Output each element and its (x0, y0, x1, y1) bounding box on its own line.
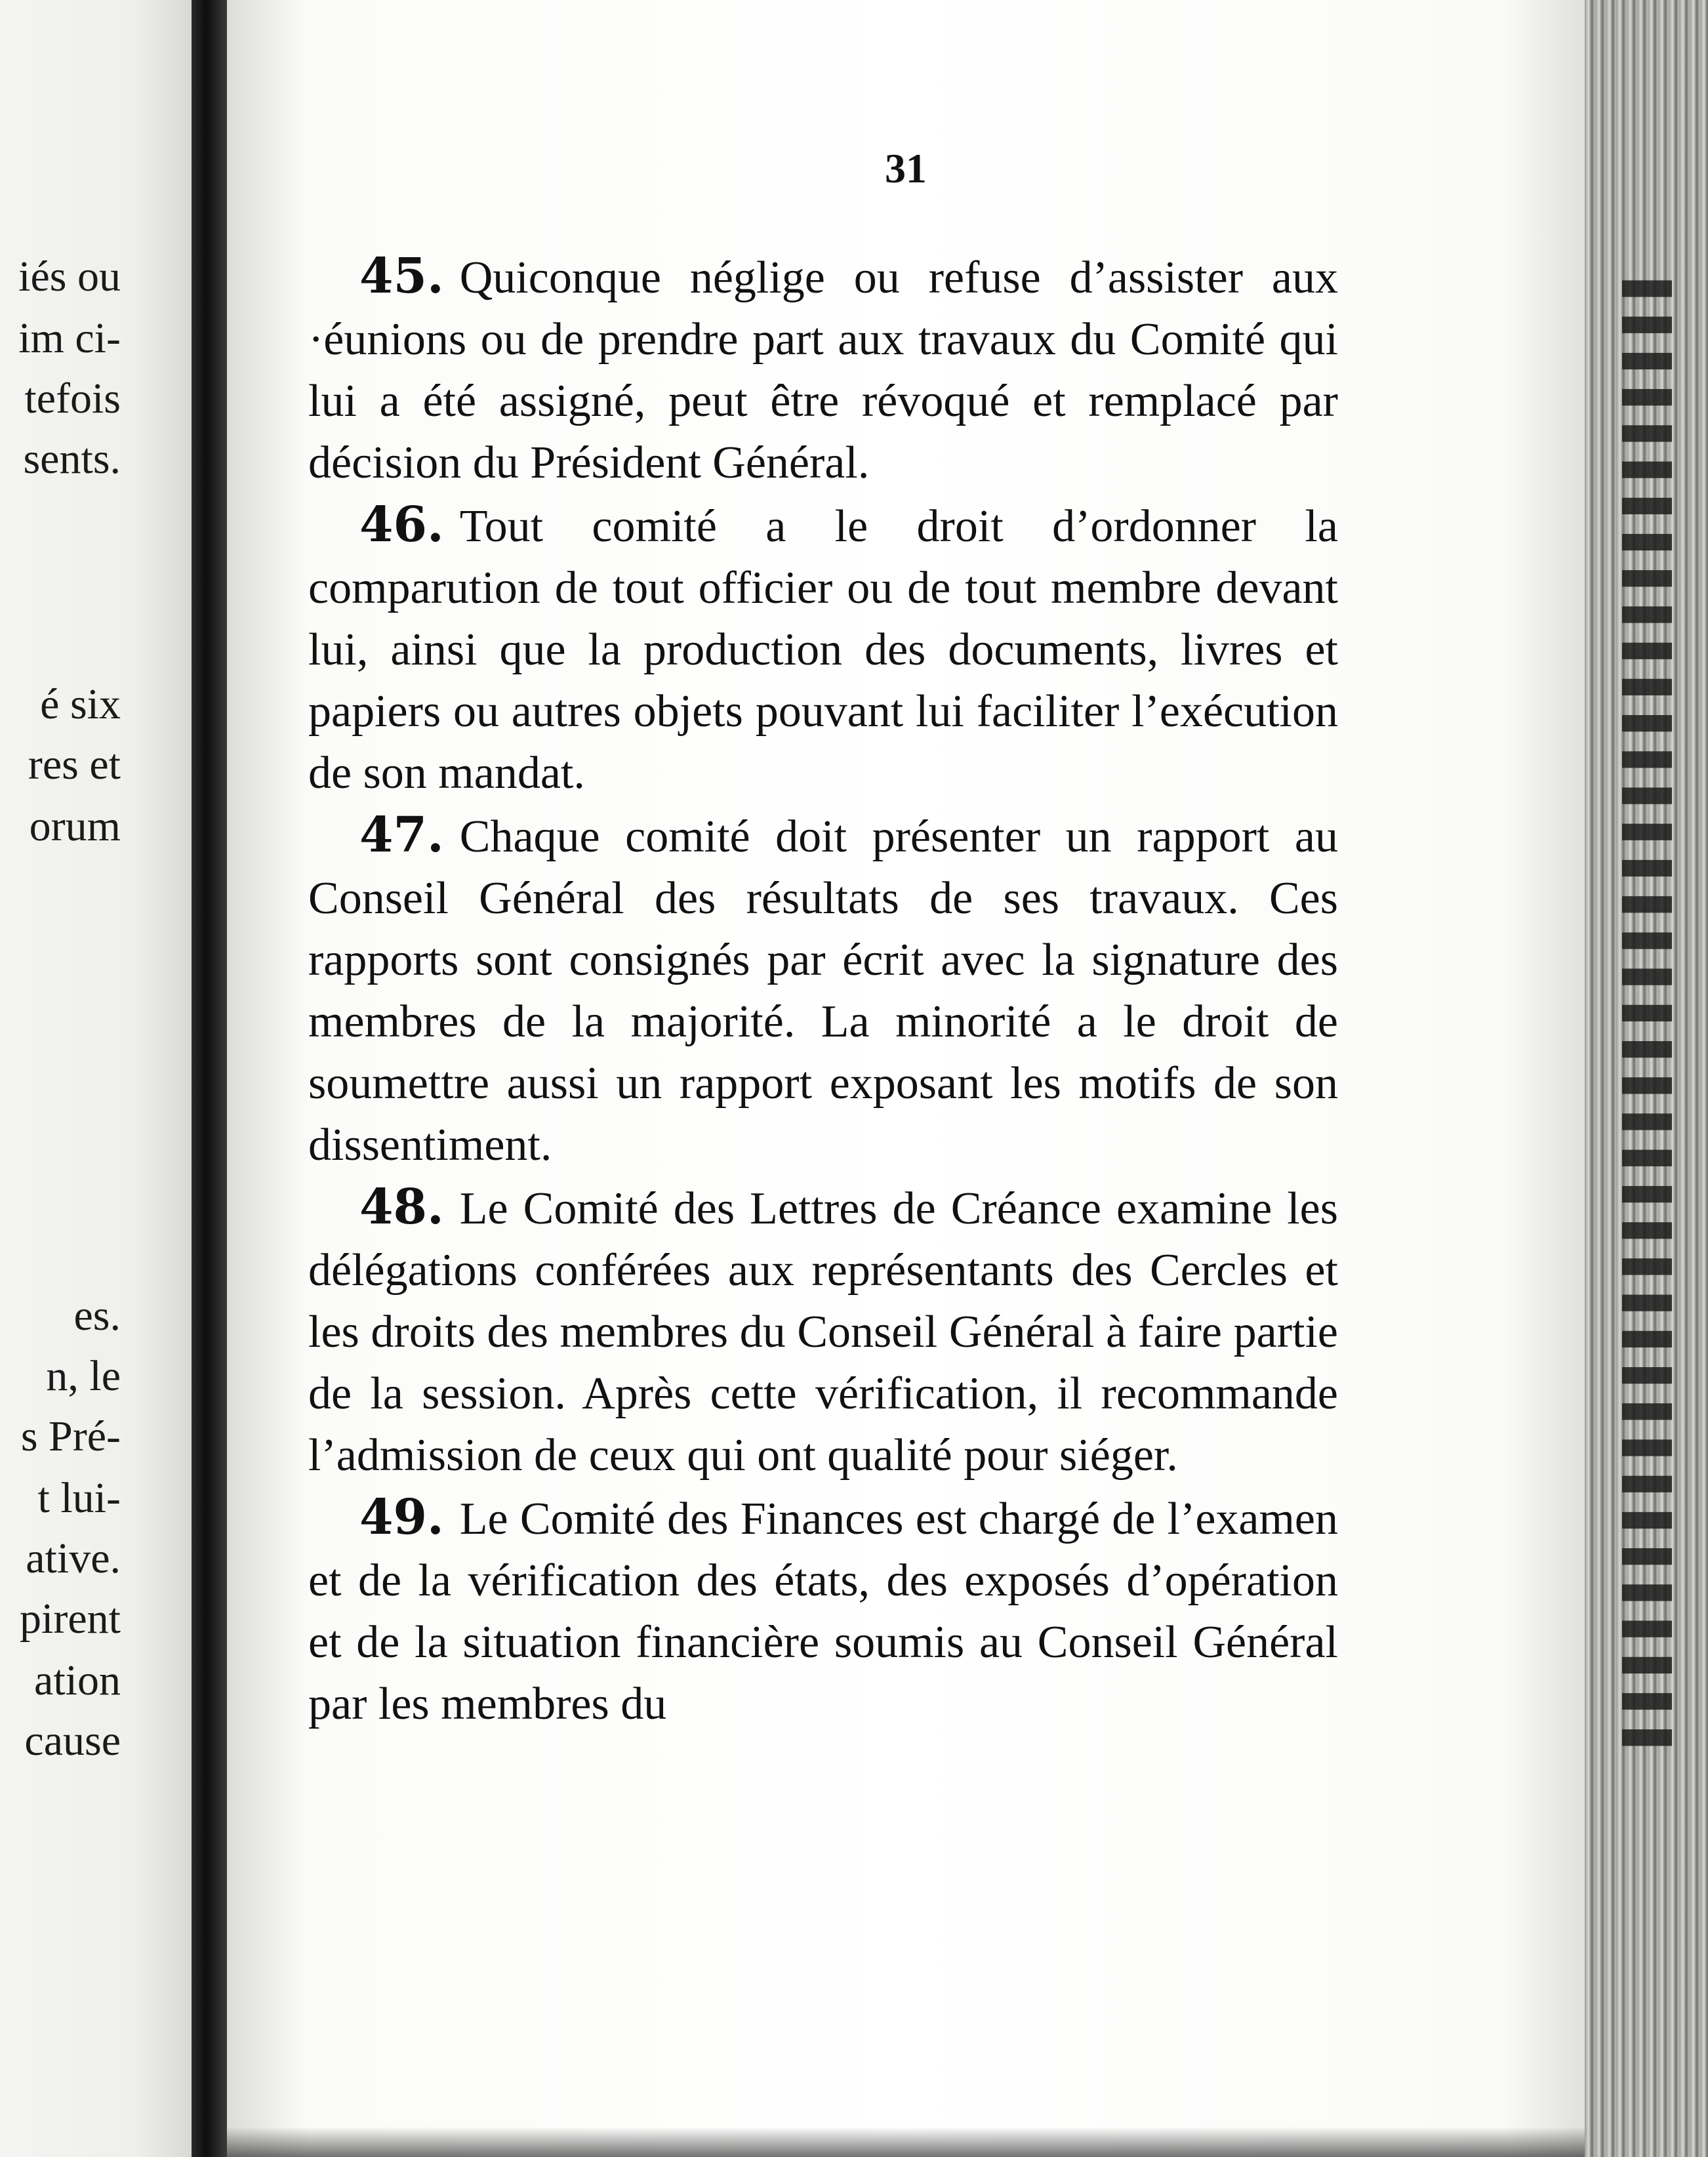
article-text: Quiconque néglige ou refuse d’assister aux ·éunions ou de prendre part aux travaux du Comité qui lui a été assigné, peut être révoqué et remplacé par décision du Président Général. (308, 253, 1338, 488)
left-page-fragment: é six (40, 680, 121, 728)
left-page-fragment: sents. (23, 435, 121, 483)
article-number: 48. (359, 1179, 444, 1235)
left-page-fragment: im ci- (18, 314, 121, 362)
article-47 (308, 804, 1338, 1176)
article-48 (308, 1176, 1338, 1487)
left-page-fragment: tefois (24, 375, 121, 422)
article-45 (308, 245, 1338, 494)
article-text: Tout comité a le droit d’ordonner la comparution de tout officier ou de tout membre devant lui, ainsi que la production des documents, livres et papiers ou autres objets pouvant lui faciliter l’exécution de son mandat. (308, 501, 1338, 798)
book-page-edge (1585, 0, 1708, 2157)
left-page-fragment: res et (28, 741, 121, 789)
main-page (227, 0, 1585, 2157)
page-number: 31 (885, 145, 927, 192)
left-page-fragment: pirent (20, 1595, 121, 1643)
left-page-fragment: s Pré- (20, 1412, 121, 1460)
left-page-fragment: iés ou (18, 253, 121, 300)
article-46 (308, 494, 1338, 804)
article-number: 49. (359, 1489, 444, 1546)
article-number: 46. (359, 497, 444, 553)
left-page-fragment: ation (34, 1656, 121, 1704)
left-page-fragment: es. (73, 1292, 121, 1340)
article-text: Le Comité des Lettres de Créance examine les délégations conférées aux représentants des Cercles et les droits des membres du Conseil Général à faire partie de la session. Après cette vérification, il recommande l’admission de ceux qui ont qualité pour siéger. (308, 1183, 1338, 1481)
left-page-fragment: ative. (26, 1534, 121, 1582)
article-text: Chaque comité doit présenter un rapport au Conseil Général des résultats de ses travaux. Ces rapports sont consignés par écrit avec la signature des membres de la majorité. La minorité a le droit de soumettre aussi un rapport exposant les motifs de son dissentiment. (308, 811, 1338, 1170)
left-page-fragment: t lui- (37, 1474, 121, 1522)
article-number: 45. (359, 248, 444, 304)
page-bottom-shadow (227, 2127, 1585, 2157)
left-page-fragment: n, le (46, 1352, 121, 1400)
book-gutter (192, 0, 227, 2157)
article-49 (308, 1487, 1338, 1735)
left-page-fragment: cause (24, 1717, 121, 1765)
left-facing-page (0, 0, 192, 2157)
article-list (308, 245, 1338, 1735)
edge-stamp-image: ▌▌▌▌▌▌▌▌▌▌▌▌▌▌▌▌▌▌▌▌▌▌▌▌▌▌▌▌▌▌▌▌▌▌▌▌▌▌▌▌▌ (1622, 281, 1671, 1766)
left-page-fragment: orum (29, 802, 121, 850)
article-number: 47. (359, 807, 444, 863)
article-text: Le Comité des Finances est chargé de l’examen et de la vérification des états, des exposés d’opération et de la situation financière soumis au Conseil Général par les membres du (308, 1494, 1338, 1729)
